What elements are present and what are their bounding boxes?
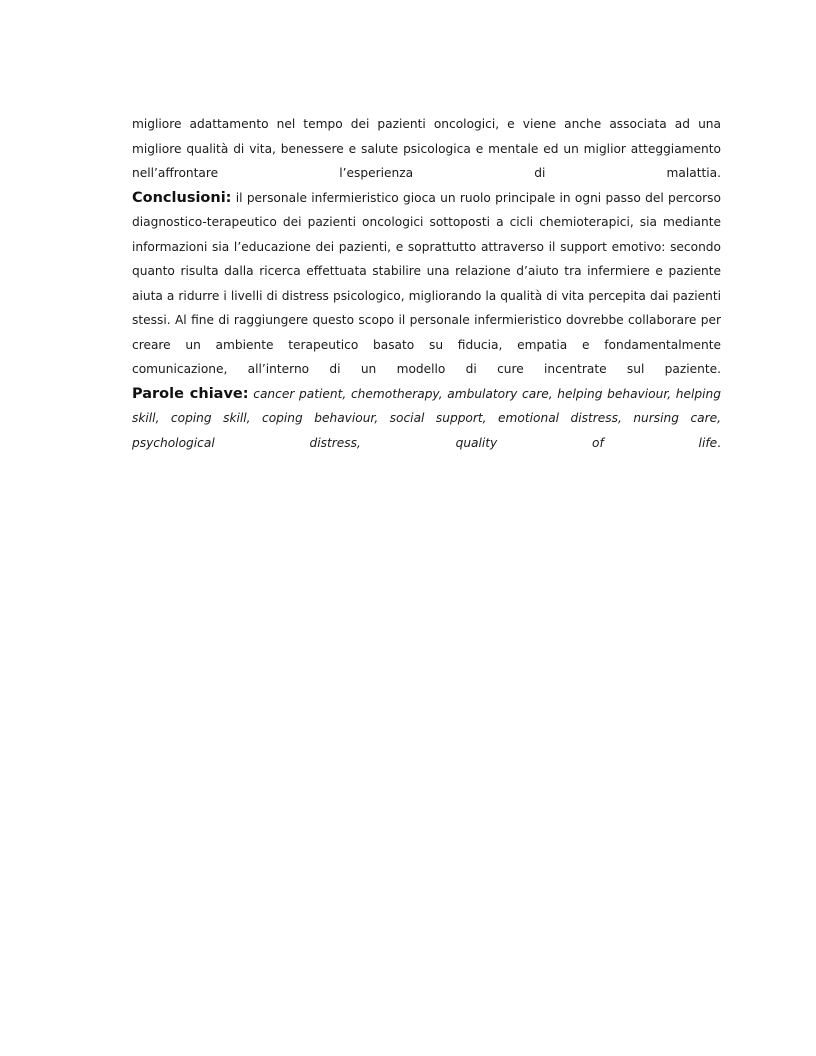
conclusions-heading: Conclusioni: bbox=[132, 189, 232, 206]
results-text: migliore adattamento nel tempo dei pazienti oncologici, e viene anche associata ad una migliore qualità di vita, benessere e salute psicologica e mentale ed un miglior atteggiamento nell’affrontare l’esperienza di malattia. bbox=[132, 117, 721, 180]
keywords-heading: Parole chiave: bbox=[132, 385, 249, 402]
keywords-end: . bbox=[717, 435, 721, 450]
results-paragraph bbox=[132, 112, 721, 186]
keywords-list: cancer patient, chemotherapy, ambulatory care, helping behaviour, helping skill, coping skill, coping behaviour, social support, emotional distress, nursing care, psychological distress, quality of life bbox=[132, 386, 722, 450]
body-text bbox=[132, 112, 721, 455]
conclusions-paragraph bbox=[132, 186, 721, 382]
keywords-paragraph bbox=[132, 382, 721, 456]
conclusions-text: il personale infermieristico gioca un ruolo principale in ogni passo del percorso diagnostico-terapeutico dei pazienti oncologici sottoposti a cicli chemioterapici, sia mediante informazioni sia l’educazione dei pazienti, e soprattutto attraverso il support emotivo: secondo quanto risulta dalla ricerca effettuata stabilire una relazione d’aiuto tra infermiere e paziente aiuta a ridurre i livelli di distress psicologico, migliorando la qualità di vita percepita dai pazienti stessi. Al fine di raggiungere questo scopo il personale infermieristico dovrebbe collaborare per creare un ambiente terapeutico basato su fiducia, empatia e fondamentalmente comunicazione, all’interno di un modello di cure incentrate sul paziente. bbox=[132, 190, 721, 376]
